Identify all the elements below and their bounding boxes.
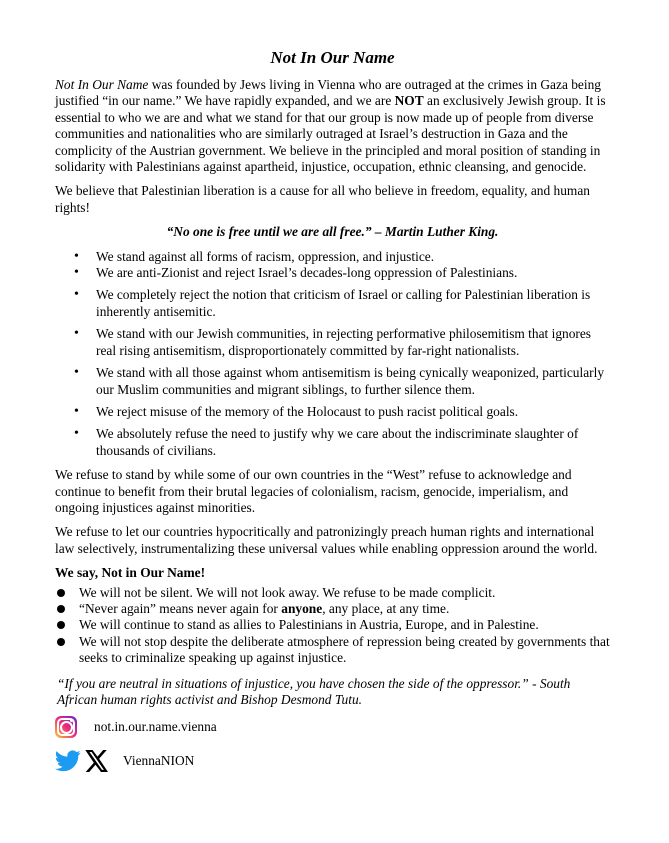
not-emphasis: NOT	[394, 93, 424, 109]
x-logo-icon	[85, 750, 109, 772]
page-title: Not In Our Name	[270, 48, 395, 67]
list-item: We will not be silent. We will not look away. We refuse to be made complicit.	[55, 585, 610, 601]
instagram-icon	[55, 716, 77, 738]
list-item: • We are anti-Zionist and reject Israel’s decades-long oppression of Palestinians.	[55, 265, 610, 281]
twitter-handle[interactable]: ViennaNION	[123, 753, 195, 769]
list-item: • We stand with all those against whom antisemitism is being cynically weaponized, particularly our Muslim communities and migrant siblings, to further silence them.	[55, 365, 610, 398]
list-item: • We completely reject the notion that criticism of Israel or calling for Palestinian liberation is inherently antisemitic.	[55, 287, 610, 320]
mlk-quote: “No one is free until we are all free.” – Martin Luther King.	[166, 224, 499, 240]
twitter-bird-icon	[55, 750, 81, 772]
list-item: • We absolutely refuse the need to justify why we care about the indiscriminate slaughter of thousands of civilians.	[55, 426, 610, 459]
instagram-row	[55, 716, 610, 738]
list-item: We will not stop despite the deliberate atmosphere of repression being created by governments that seeks to criminalize speaking up against injustice.	[55, 634, 610, 667]
org-name: Not In Our Name	[55, 77, 149, 92]
refuse-let-paragraph: We refuse to let our countries hypocritically and patronizingly preach human rights and international law selectively, instrumentalizing these universal values while enabling oppression around the world.	[55, 524, 598, 556]
list-item: • We stand against all forms of racism, oppression, and injustice.	[55, 249, 610, 265]
list-item: We will continue to stand as allies to Palestinians in Austria, Europe, and in Palestine.	[55, 617, 610, 633]
say-list	[55, 585, 610, 667]
twitter-row	[55, 750, 610, 772]
instagram-handle[interactable]: not.in.our.name.vienna	[94, 719, 217, 735]
list-item: • We stand with our Jewish communities, in rejecting performative philosemitism that ignores real rising antisemitism, disproportionately committed by far-right nationalists.	[55, 326, 610, 359]
tutu-quote: “If you are neutral in situations of injustice, you have chosen the side of the oppressor.” - South African human rights activist and Bishop Desmond Tutu.	[57, 675, 571, 707]
belief-paragraph: We believe that Palestinian liberation is a cause for all who believe in freedom, equality, and human rights!	[55, 183, 590, 215]
intro-paragraph: Not In Our Name was founded by Jews living in Vienna who are outraged at the crimes in Gaza being justified “in our name.” We have rapidly expanded, and we are NOT an exclusively Jewish group. It is essential to who we are and what we stand for that our group is now made up of people from diverse communities and nationalities who are similarly outraged at Israel’s destruction in Gaza and the complicity of the Austrian government. We believe in the principled and moral position of standing in solidarity with Palestinians against apartheid, injustice, occupation, ethnic cleansing, and genocide.	[55, 77, 606, 175]
document-page	[55, 48, 610, 772]
stand-list	[55, 249, 610, 459]
list-item: “Never again” means never again for anyone, any place, at any time.	[55, 601, 610, 617]
refuse-stand-paragraph: We refuse to stand by while some of our own countries in the “West” refuse to acknowledge and continue to benefit from their brutal legacies of colonialism, racism, genocide, imperialism, and ongoing injustices against minorities.	[55, 467, 572, 515]
list-item: • We reject misuse of the memory of the Holocaust to push racist political goals.	[55, 404, 610, 420]
say-heading: We say, Not in Our Name!	[55, 565, 206, 581]
